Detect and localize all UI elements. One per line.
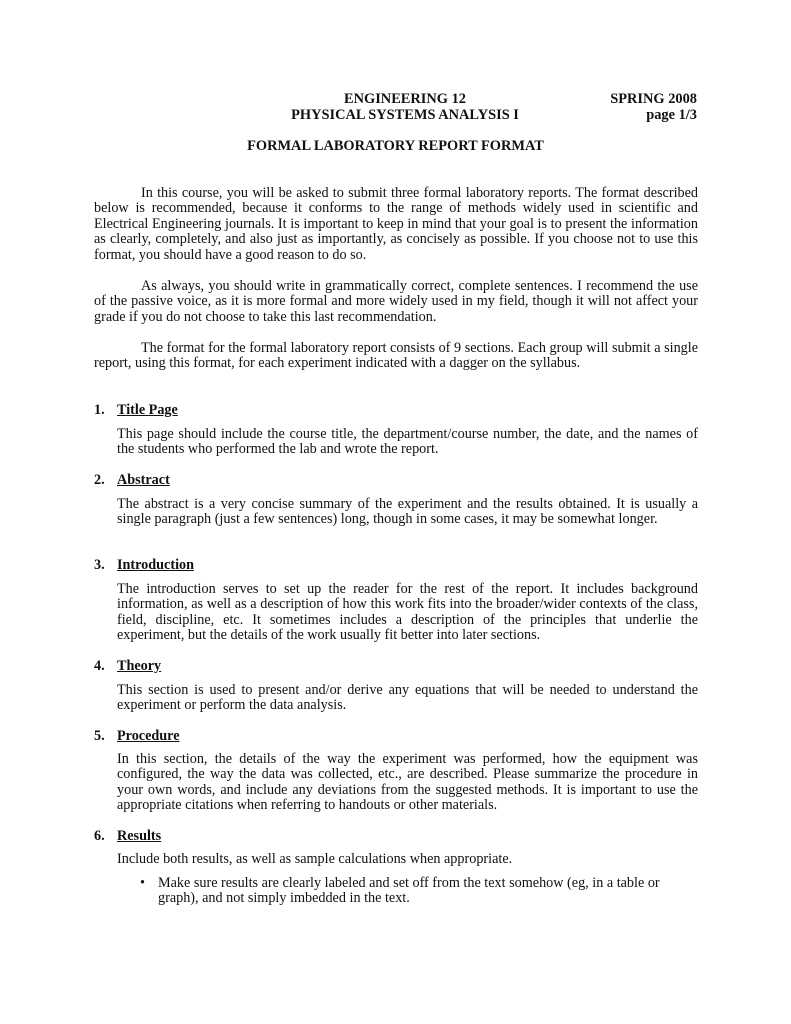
section-body: The introduction serves to set up the reader for the rest of the report. It includes background information, as well as a description of how this work fits into the broader/wider contexts of the class, field, discipline, etc. It sometimes includes a description of the principles that underlie the experiment, but the details of the work usually fit better into later sections. [117,581,698,644]
bullet-icon: • [140,875,145,891]
section-body: Include both results, as well as sample calculations when appropriate. [117,851,513,867]
term: SPRING 2008 [610,91,697,107]
section-heading-abstract [94,473,170,488]
section-heading-theory [94,659,161,674]
intro-paragraph: In this course, you will be asked to submit three formal laboratory reports. The format described below is recommended, because it conforms to the range of methods widely used in scientific and Electrical Engineering journals. It is important to keep in mind that your goal is to present the information as clearly, completely, and also just as importantly, as concisely as possible. If you choose not to use this format, you should have a good reason to do so. [94,185,698,263]
section-body: The abstract is a very concise summary of the experiment and the results obtained. It is usually a single paragraph (just a few sentences) long, though in some cases, it may be somewhat longer. [117,496,698,528]
bullet-text: Make sure results are clearly labeled and set off from the text somehow (eg, in a table or graph), and not simply imbedded in the text. [158,875,660,907]
bullet-item [140,876,698,907]
section-title: Results [117,828,162,844]
section-title: Procedure [117,728,180,744]
intro-paragraph: The format for the formal laboratory report consists of 9 sections. Each group will submit a single report, using this format, for each experiment indicated with a dagger on the syllabus. [94,340,698,372]
page-number: page 1/3 [646,106,697,123]
section-number: 3. [94,557,105,573]
section-heading-procedure [94,729,180,744]
section-title: Title Page [117,402,178,418]
section-heading-title-page [94,403,178,418]
document-title: FORMAL LABORATORY REPORT FORMAT [247,138,544,154]
course-header [270,92,540,124]
course-code: ENGINEERING 12 [344,91,466,107]
section-body: This section is used to present and/or derive any equations that will be needed to understand the experiment or perform the data analysis. [117,682,698,714]
intro-paragraph: As always, you should write in grammatically correct, complete sentences. I recommend the use of the passive voice, as it is more formal and more widely used in my field, though it will not affect your grade if you do not choose to take this last recommendation. [94,278,698,325]
section-heading-results [94,829,161,844]
section-number: 1. [94,402,105,418]
section-number: 6. [94,828,105,844]
term-header [610,92,697,124]
section-title: Theory [117,658,162,674]
section-title: Abstract [117,472,170,488]
course-title: PHYSICAL SYSTEMS ANALYSIS I [291,106,519,123]
section-number: 4. [94,658,105,674]
section-body: In this section, the details of the way the experiment was performed, how the equipment was configured, the way the data was collected, etc., are described. Please summarize the procedure in your own words, and include any deviations from the suggested methods. It is important to use the appropriate citations when referring to handouts or other materials. [117,751,698,814]
section-number: 5. [94,728,105,744]
section-number: 2. [94,472,105,488]
section-heading-introduction [94,558,194,573]
section-title: Introduction [117,557,194,573]
section-body: This page should include the course title, the department/course number, the date, and the names of the students who performed the lab and wrote the report. [117,426,698,458]
